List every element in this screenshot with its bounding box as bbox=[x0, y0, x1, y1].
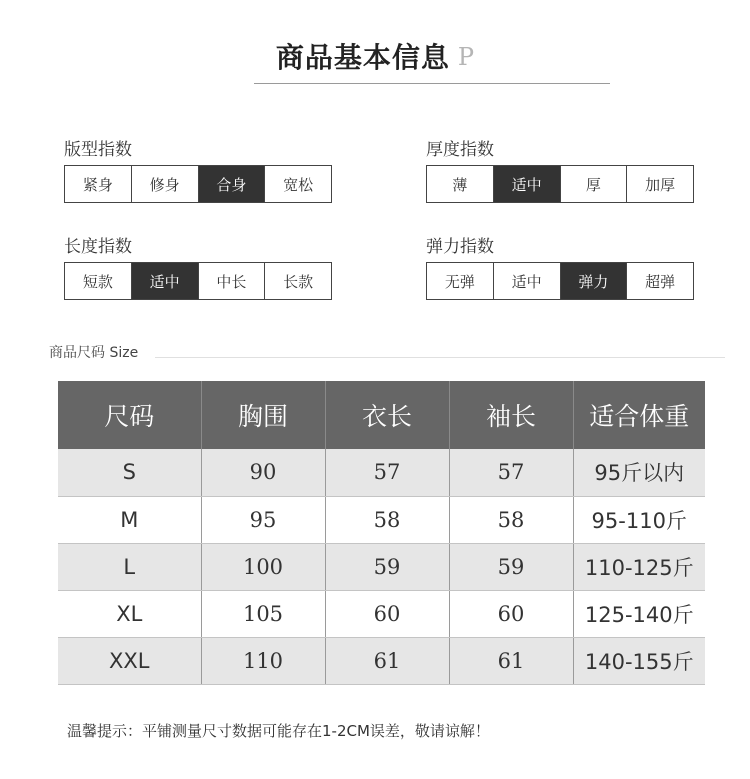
index-length bbox=[64, 236, 334, 300]
size-cell: XL bbox=[58, 590, 201, 637]
chest-cell: 110 bbox=[201, 637, 325, 684]
sleeve-cell: 58 bbox=[449, 496, 573, 543]
measurement-note: 温馨提示：平铺测量尺寸数据可能存在1-2CM误差，敬请谅解！ bbox=[67, 722, 490, 740]
index-stretch-scale bbox=[426, 262, 694, 300]
index-fit bbox=[64, 139, 334, 203]
length-cell: 57 bbox=[325, 449, 449, 496]
page-title: 商品基本信息 bbox=[275, 41, 450, 74]
weight-cell: 125-140斤 bbox=[573, 590, 705, 637]
index-option: 超弹 bbox=[645, 272, 676, 291]
index-length-label: 长度指数 bbox=[64, 237, 132, 257]
chest-cell: 95 bbox=[201, 496, 325, 543]
size-cell: M bbox=[58, 496, 201, 543]
index-option: 长款 bbox=[283, 272, 314, 291]
weight-cell: 95斤以内 bbox=[573, 449, 705, 496]
chest-cell: 105 bbox=[201, 590, 325, 637]
weight-cell: 110-125斤 bbox=[573, 543, 705, 590]
index-option: 薄 bbox=[427, 166, 494, 202]
length-cell: 61 bbox=[325, 637, 449, 684]
column-header: 尺码 bbox=[58, 381, 201, 449]
index-thickness bbox=[426, 139, 696, 203]
column-header: 衣长 bbox=[325, 381, 449, 449]
index-option: 适中 bbox=[494, 263, 561, 299]
index-option: 适中 bbox=[132, 263, 199, 299]
length-cell: 58 bbox=[325, 496, 449, 543]
chest-cell: 100 bbox=[201, 543, 325, 590]
index-option: 短款 bbox=[65, 263, 132, 299]
index-option: 适中 bbox=[494, 166, 561, 202]
length-cell: 59 bbox=[325, 543, 449, 590]
weight-cell: 140-155斤 bbox=[573, 637, 705, 684]
size-cell: XXL bbox=[58, 637, 201, 684]
size-section-divider bbox=[155, 357, 725, 358]
table-row bbox=[58, 590, 705, 637]
brand-logo-icon: P bbox=[457, 43, 475, 71]
index-fit-scale bbox=[64, 165, 332, 203]
size-cell: L bbox=[58, 543, 201, 590]
index-thickness-label: 厚度指数 bbox=[426, 140, 494, 160]
size-cell: S bbox=[58, 449, 201, 496]
size-table bbox=[58, 381, 705, 685]
index-option: 修身 bbox=[132, 166, 199, 202]
page-header bbox=[0, 36, 750, 76]
sleeve-cell: 61 bbox=[449, 637, 573, 684]
sleeve-cell: 57 bbox=[449, 449, 573, 496]
index-option: 弹力 bbox=[561, 263, 628, 299]
index-option: 中长 bbox=[199, 263, 266, 299]
weight-cell: 95-110斤 bbox=[573, 496, 705, 543]
table-row bbox=[58, 449, 705, 496]
index-option: 无弹 bbox=[427, 263, 494, 299]
index-length-scale bbox=[64, 262, 332, 300]
column-header: 胸围 bbox=[201, 381, 325, 449]
title-divider bbox=[254, 83, 610, 84]
length-cell: 60 bbox=[325, 590, 449, 637]
index-option: 厚 bbox=[561, 166, 628, 202]
index-stretch bbox=[426, 236, 696, 300]
index-thickness-scale bbox=[426, 165, 694, 203]
index-option: 紧身 bbox=[65, 166, 132, 202]
index-option: 宽松 bbox=[283, 175, 314, 194]
column-header: 袖长 bbox=[449, 381, 573, 449]
index-option: 加厚 bbox=[645, 175, 676, 194]
size-section-caption: 商品尺码 Size bbox=[49, 345, 139, 361]
table-row bbox=[58, 496, 705, 543]
size-table-header-row bbox=[58, 381, 705, 449]
column-header: 适合体重 bbox=[573, 381, 705, 449]
chest-cell: 90 bbox=[201, 449, 325, 496]
index-option: 合身 bbox=[199, 166, 266, 202]
sleeve-cell: 60 bbox=[449, 590, 573, 637]
index-stretch-label: 弹力指数 bbox=[426, 237, 494, 257]
sleeve-cell: 59 bbox=[449, 543, 573, 590]
index-fit-label: 版型指数 bbox=[64, 140, 132, 160]
table-row bbox=[58, 637, 705, 684]
table-row bbox=[58, 543, 705, 590]
